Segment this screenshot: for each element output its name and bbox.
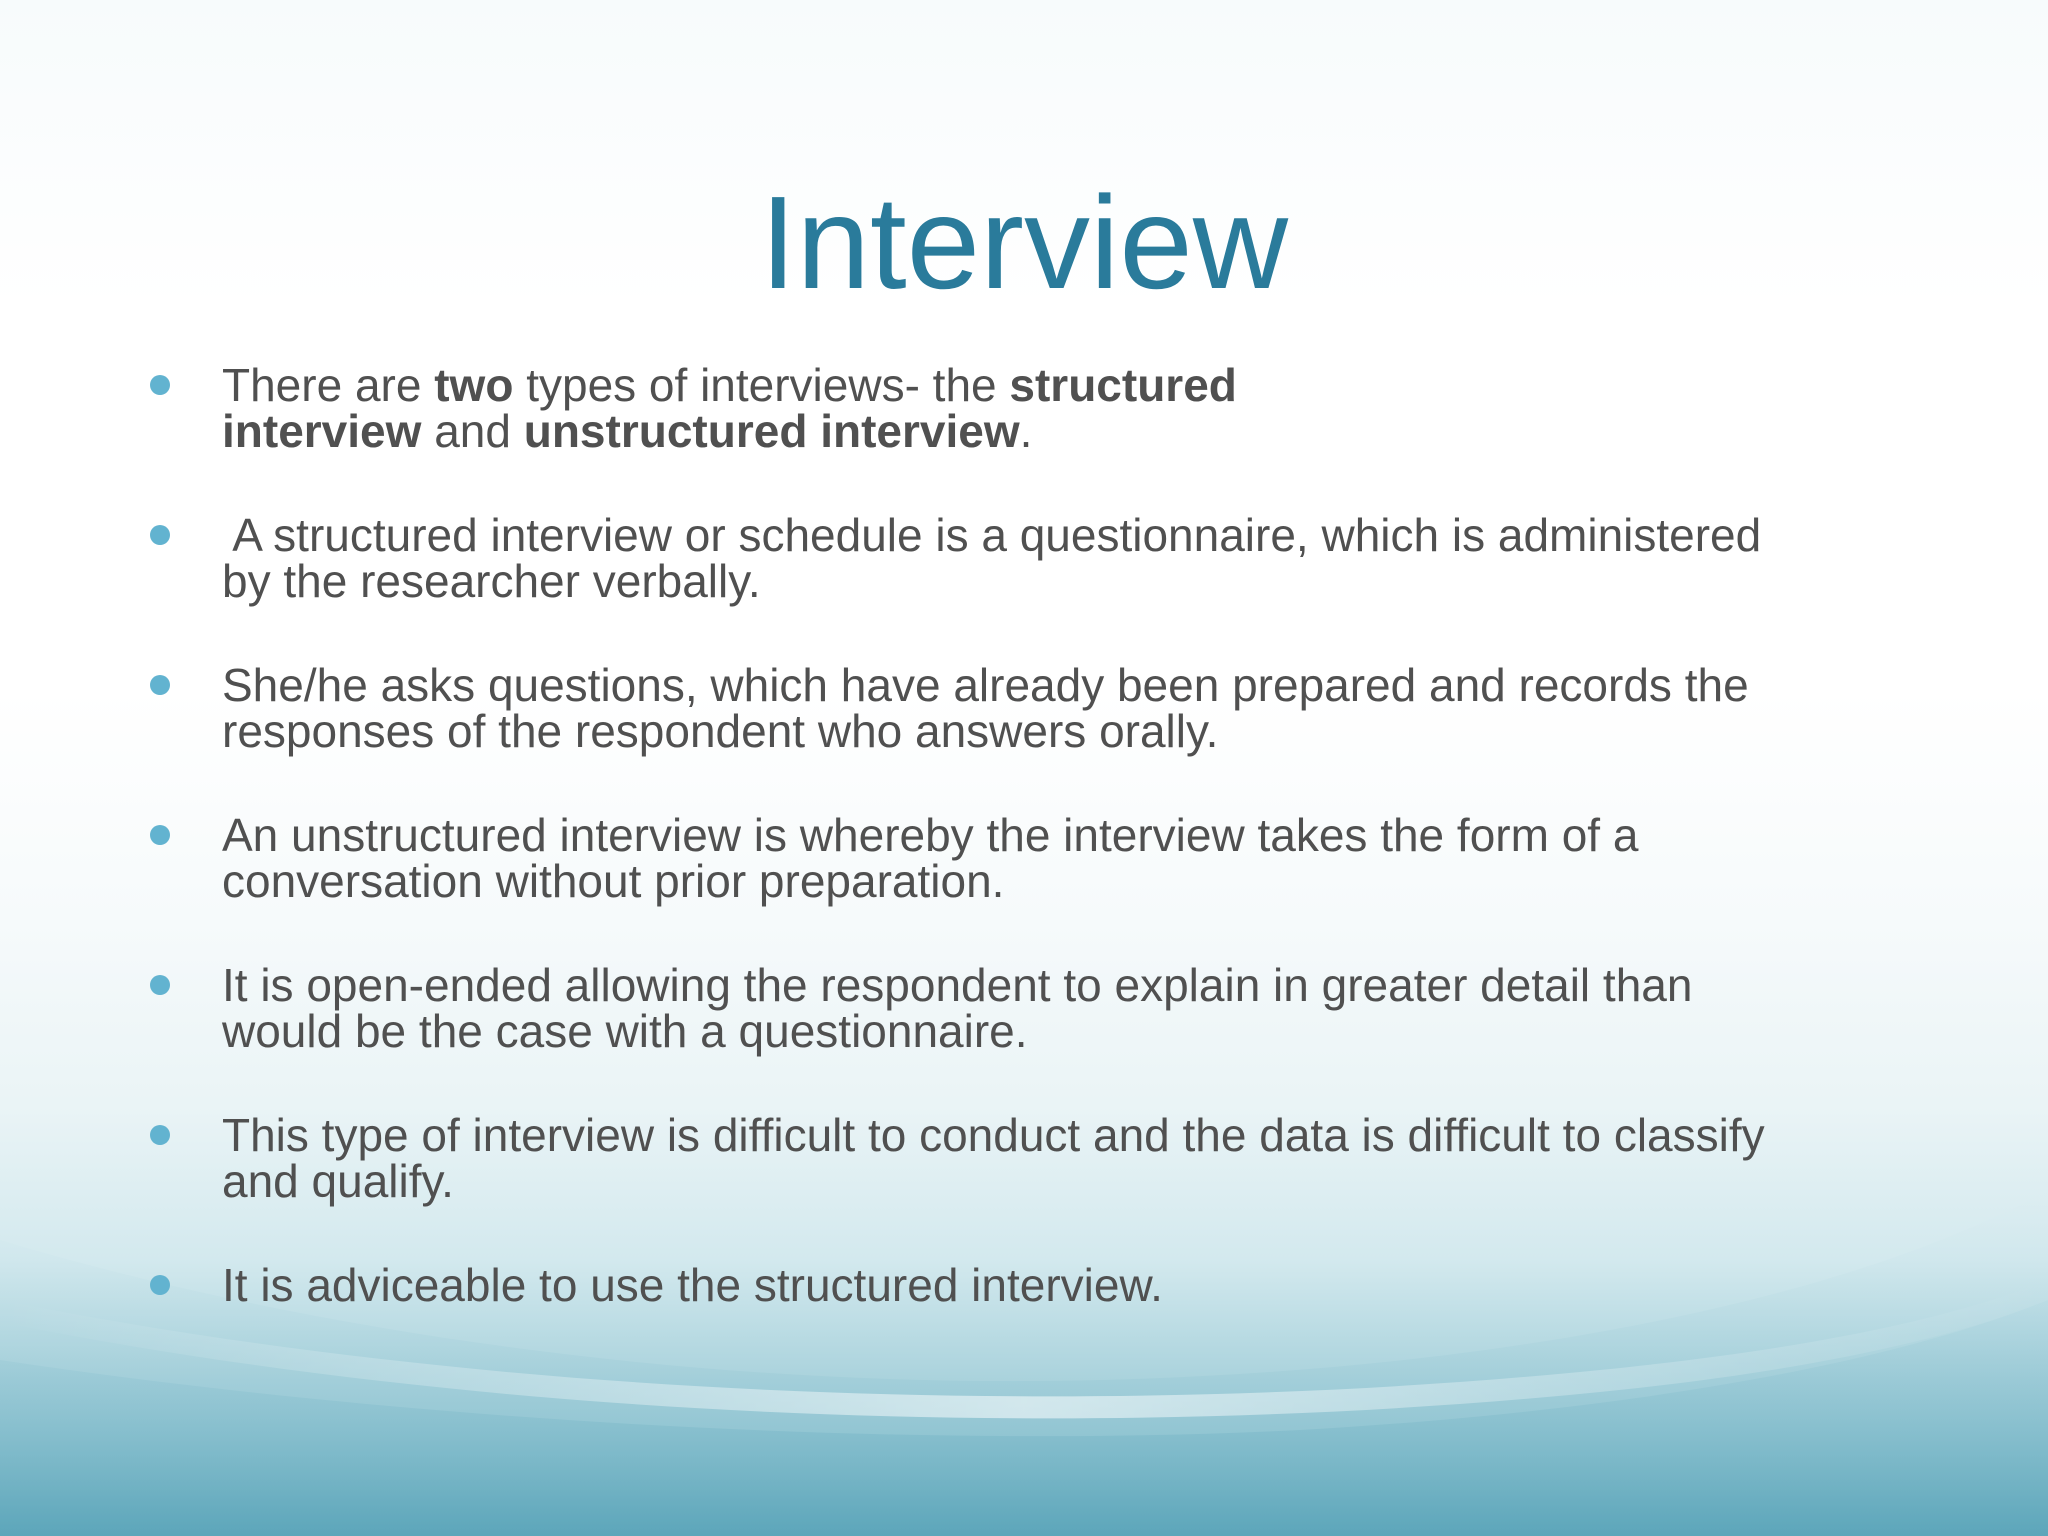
bullet-item (150, 1109, 1870, 1207)
bullet-item (150, 959, 1870, 1057)
bullet-dot-icon (150, 675, 170, 695)
bullet-text: This type of interview is difficult to conduct and the data is difficult to classify and qualify. (222, 1109, 1765, 1207)
bullet-text: She/he asks questions, which have already been prepared and records the responses of the respondent who answers orally. (222, 659, 1749, 757)
bullet-text: A structured interview or schedule is a questionnaire, which is administered by the researcher verbally. (222, 509, 1762, 607)
bullet-item (150, 809, 1870, 907)
bullet-dot-icon (150, 825, 170, 845)
bullet-item (150, 509, 1870, 607)
bullet-text: An unstructured interview is whereby the interview takes the form of a conversation without prior preparation. (222, 809, 1639, 907)
bullet-item (150, 1259, 1870, 1311)
bullet-dot-icon (150, 1275, 170, 1295)
bullet-text: There are two types of interviews- the structured interview and unstructured interview. (222, 359, 1237, 457)
bullet-item (150, 359, 1870, 457)
bullet-text: It is adviceable to use the structured interview. (222, 1259, 1163, 1311)
bullet-dot-icon (150, 1125, 170, 1145)
bullet-item (150, 659, 1870, 757)
bullet-text: It is open-ended allowing the respondent to explain in greater detail than would be the case with a questionnaire. (222, 959, 1693, 1057)
bullet-dot-icon (150, 375, 170, 395)
bullet-dot-icon (150, 525, 170, 545)
bullet-dot-icon (150, 975, 170, 995)
slide-title: Interview (759, 169, 1289, 316)
bullet-list (150, 359, 1870, 1366)
